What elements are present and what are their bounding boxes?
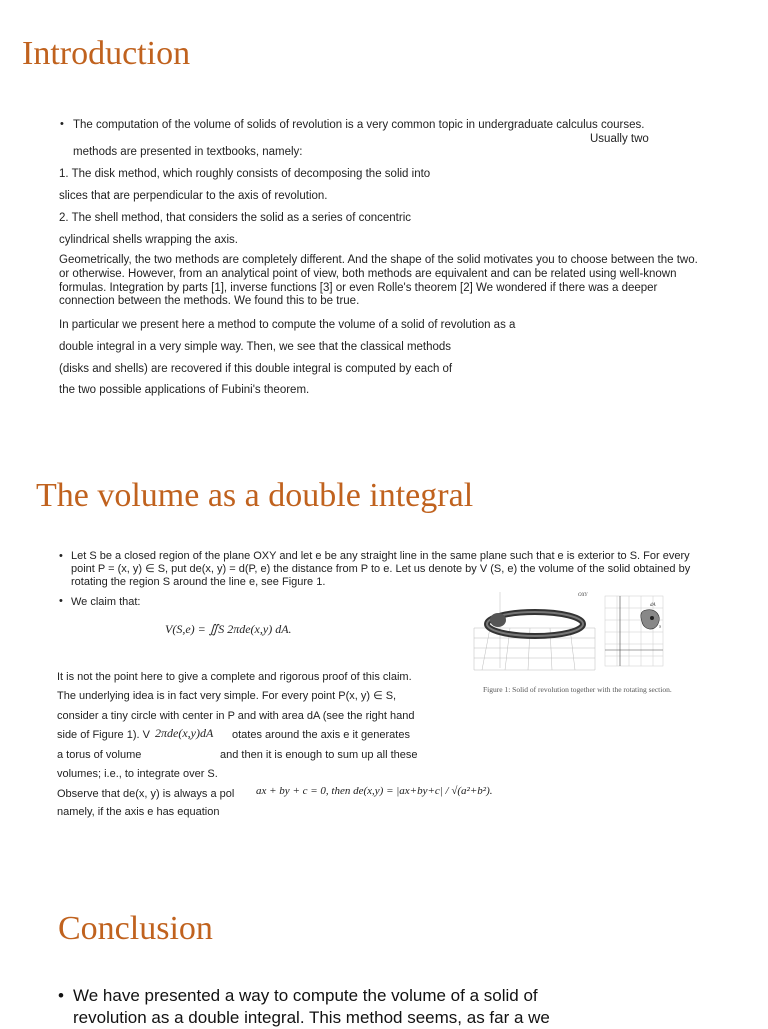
proof-line-1: It is not the point here to give a complete and rigorous proof of this claim. [57,671,412,683]
bullet-icon: • [59,595,63,607]
definition-paragraph: Let S be a closed region of the plane OXY and let e be any straight line in the same plane such that e is exterior to S. For every point P = (x, y) ∈ S, put de(x, y) = d(P, e) the distance from P to e. Let us denote by V (S, e) the volume of the solid obtained by rotating the region S around the line e, see Figure 1. [71,550,691,588]
intro-paragraph-line-1: In particular we present here a method to compute the volume of a solid of revolution as a [59,319,516,331]
intro-line-1: The computation of the volume of solids of revolution is a very common topic in undergraduate calculus courses. [73,119,645,131]
disk-method-line-1: 1. The disk method, which roughly consists of decomposing the solid into [59,168,431,180]
solid-of-revolution-illustration [470,588,700,688]
torus-volume-formula: 2πde(x,y)dA [155,726,214,740]
intro-paragraph-line-4: the two possible applications of Fubini's theorem. [59,384,310,396]
bullet-icon: • [59,550,63,562]
geometric-paragraph: Geometrically, the two methods are completely different. And the shape of the solid motivates you to choose between the two. or otherwise. However, from an analytical point of view, both methods are equivalent and can be related using well-known formulas. Integration by parts [1], inverse functions [3] or even Rolle's theorem [2] We wondered if there was a deeper connection between the methods. We found this to be true. [59,254,698,308]
volume-heading: The volume as a double integral [36,477,474,514]
oxy-label: OXY [578,593,588,598]
intro-line-2: Usually two [590,133,649,145]
bullet-icon: • [58,986,64,1005]
intro-line-3: methods are presented in textbooks, namely: [73,146,303,158]
conclusion-line-2: revolution as a double integral. This method seems, as far a we [73,1008,550,1027]
proof-line-6: volumes; i.e., to integrate over S. [57,768,218,780]
conclusion-line-1: We have presented a way to compute the volume of a solid of [73,986,538,1005]
proof-line-5a: a torus of volume [57,749,142,761]
figure-1 [470,588,700,688]
proof-line-2: The underlying idea is in fact very simple. For every point P(x, y) ∈ S, [57,690,397,702]
shell-method-line-1: 2. The shell method, that considers the solid as a series of concentric [59,212,412,224]
volume-formula: V(S,e) = ∬S 2πde(x,y) dA. [165,622,292,636]
proof-line-7a: Observe that de(x, y) is always a pol [57,788,235,800]
proof-line-3: consider a tiny circle with center in P and with area dA (see the right hand [57,710,415,722]
disk-method-line-2: slices that are perpendicular to the axis of revolution. [59,190,328,202]
proof-line-5b: and then it is enough to sum up all these [220,749,418,761]
introduction-heading: Introduction [22,35,191,72]
claim-line: We claim that: [71,596,141,608]
proof-line-4b: otates around the axis e it generates [232,729,410,741]
shell-method-line-2: cylindrical shells wrapping the axis. [59,234,238,246]
proof-line-4a: side of Figure 1). V [57,729,150,741]
conclusion-heading: Conclusion [58,910,213,947]
proof-line-8: namely, if the axis e has equation [57,806,220,818]
intro-paragraph-line-3: (disks and shells) are recovered if this double integral is computed by each of [59,363,453,375]
figure-caption: Figure 1: Solid of revolution together with the rotating section. [483,685,672,694]
distance-formula: ax + by + c = 0, then de(x,y) = |ax+by+c| / √(a²+b²). [256,785,493,797]
s-label: S [659,624,661,629]
bullet-icon: • [60,118,64,130]
da-label: dA [650,603,656,608]
intro-paragraph-line-2: double integral in a very simple way. Then, we see that the classical methods [59,341,452,353]
